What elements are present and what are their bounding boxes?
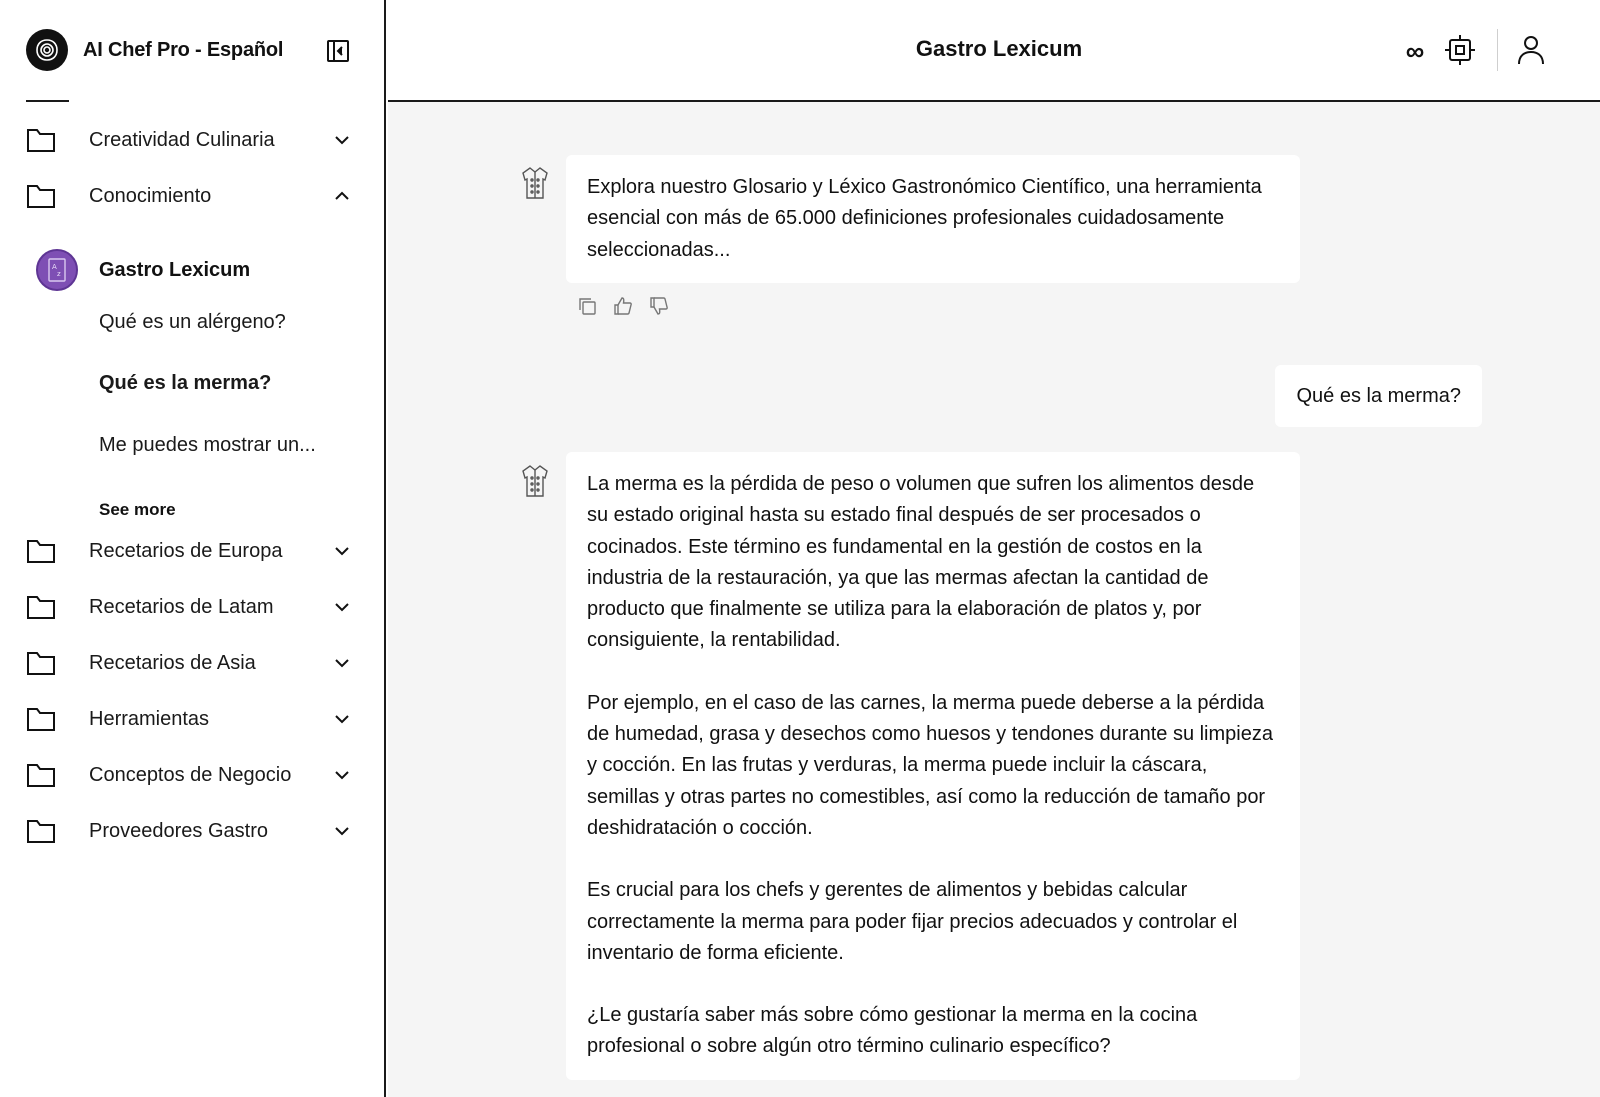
infinity-icon[interactable]: ∞ — [1405, 35, 1425, 66]
chevron-down-icon — [332, 709, 352, 729]
spiral-logo-icon — [26, 29, 68, 71]
message-paragraph: Por ejemplo, en el caso de las carnes, la merma puede deberse a la pérdida de humedad, grasa y desechos como huesos y tendones durante su limpieza y cocción. En las frutas y verduras, la merma puede incluir la cáscara, semillas y otras partes no comestibles, así como la reducción de tamaño por deshidratación o cocción. — [587, 691, 1273, 839]
folder-icon — [26, 649, 58, 677]
folder-label: Creatividad Culinaria — [89, 128, 275, 151]
message-actions — [576, 295, 670, 317]
folder-proveedores-gastro[interactable] — [26, 811, 362, 851]
folder-icon — [26, 593, 58, 621]
user-message: Qué es la merma? — [1275, 365, 1482, 427]
svg-text:A: A — [52, 263, 57, 271]
gpt-label: Gastro Lexicum — [99, 258, 251, 281]
chef-jacket-icon — [521, 464, 549, 498]
brand-name: AI Chef Pro - Español — [83, 38, 284, 61]
header — [388, 0, 1600, 102]
sidebar — [0, 0, 386, 1097]
folder-label: Conceptos de Negocio — [89, 763, 292, 786]
folder-recetarios-europa[interactable] — [26, 531, 362, 571]
folder-label: Herramientas — [89, 707, 210, 730]
chevron-down-icon — [332, 765, 352, 785]
message-paragraph: La merma es la pérdida de peso o volumen que sufren los alimentos desde su estado original hasta su estado final después de ser procesados o cocinados. Este término es fundamental en la gestión de costos en la industria de la restauración, ya que las mermas afectan la cantidad de producto que finalmente se utiliza para la elaboración de platos y, por consiguiente, la rentabilidad. — [587, 473, 1255, 652]
folder-creatividad-culinaria[interactable] — [26, 120, 362, 160]
chevron-down-icon — [332, 597, 352, 617]
message-paragraph: ¿Le gustaría saber más sobre cómo gestionar la merma en la cocina profesional o sobre algún otro término culinario específico? — [587, 1004, 1198, 1058]
folder-icon — [26, 126, 58, 154]
folder-icon — [26, 537, 58, 565]
folder-icon — [26, 182, 58, 210]
folder-label: Conocimiento — [89, 184, 212, 207]
folder-label: Recetarios de Latam — [89, 595, 274, 618]
user-icon[interactable] — [1515, 33, 1547, 67]
folder-herramientas[interactable] — [26, 699, 362, 739]
chat-area — [388, 102, 1600, 1097]
page-title: Gastro Lexicum — [915, 36, 1083, 61]
collapse-sidebar-button[interactable] — [325, 38, 351, 64]
chevron-down-icon — [332, 541, 352, 561]
chevron-up-icon — [332, 186, 352, 206]
folder-icon — [26, 761, 58, 789]
folder-recetarios-asia[interactable] — [26, 643, 362, 683]
chevron-down-icon — [332, 821, 352, 841]
see-more-link[interactable]: See more — [99, 500, 176, 519]
assistant-message — [566, 155, 1300, 283]
folder-label: Proveedores Gastro — [89, 819, 268, 842]
chef-jacket-icon — [521, 166, 549, 200]
conversation-item-active[interactable]: Qué es la merma? — [99, 372, 272, 394]
folder-label: Recetarios de Asia — [89, 651, 256, 674]
folder-recetarios-latam[interactable] — [26, 587, 362, 627]
chip-icon[interactable] — [1443, 33, 1477, 67]
header-separator — [1497, 29, 1498, 71]
chevron-down-icon — [332, 130, 352, 150]
conversation-item[interactable]: Qué es un alérgeno? — [99, 311, 286, 333]
chevron-down-icon — [332, 653, 352, 673]
gpt-item-gastro-lexicum[interactable] — [36, 249, 366, 291]
message-paragraph: Es crucial para los chefs y gerentes de alimentos y bebidas calcular correctamente la merma para poder fijar precios adecuados y controlar el inventario de forma eficiente. — [587, 879, 1238, 964]
thumbs-down-icon[interactable] — [648, 295, 670, 317]
conversation-item[interactable]: Me puedes mostrar un... — [99, 434, 316, 456]
sidebar-collapse-icon — [326, 39, 350, 63]
folder-label: Recetarios de Europa — [89, 539, 283, 562]
folder-conceptos-negocio[interactable] — [26, 755, 362, 795]
folder-icon — [26, 817, 58, 845]
copy-icon[interactable] — [576, 295, 598, 317]
folder-icon — [26, 705, 58, 733]
thumbs-up-icon[interactable] — [612, 295, 634, 317]
message-paragraph: Explora nuestro Glosario y Léxico Gastronómico Científico, una herramienta esencial con más de 65.000 definiciones profesionales cuidadosamente seleccionadas... — [587, 176, 1262, 261]
dictionary-icon — [36, 249, 78, 291]
assistant-message — [566, 452, 1300, 1080]
brand-divider — [26, 100, 69, 102]
folder-conocimiento[interactable] — [26, 176, 362, 216]
brand[interactable] — [26, 29, 283, 71]
svg-text:z: z — [57, 270, 61, 278]
